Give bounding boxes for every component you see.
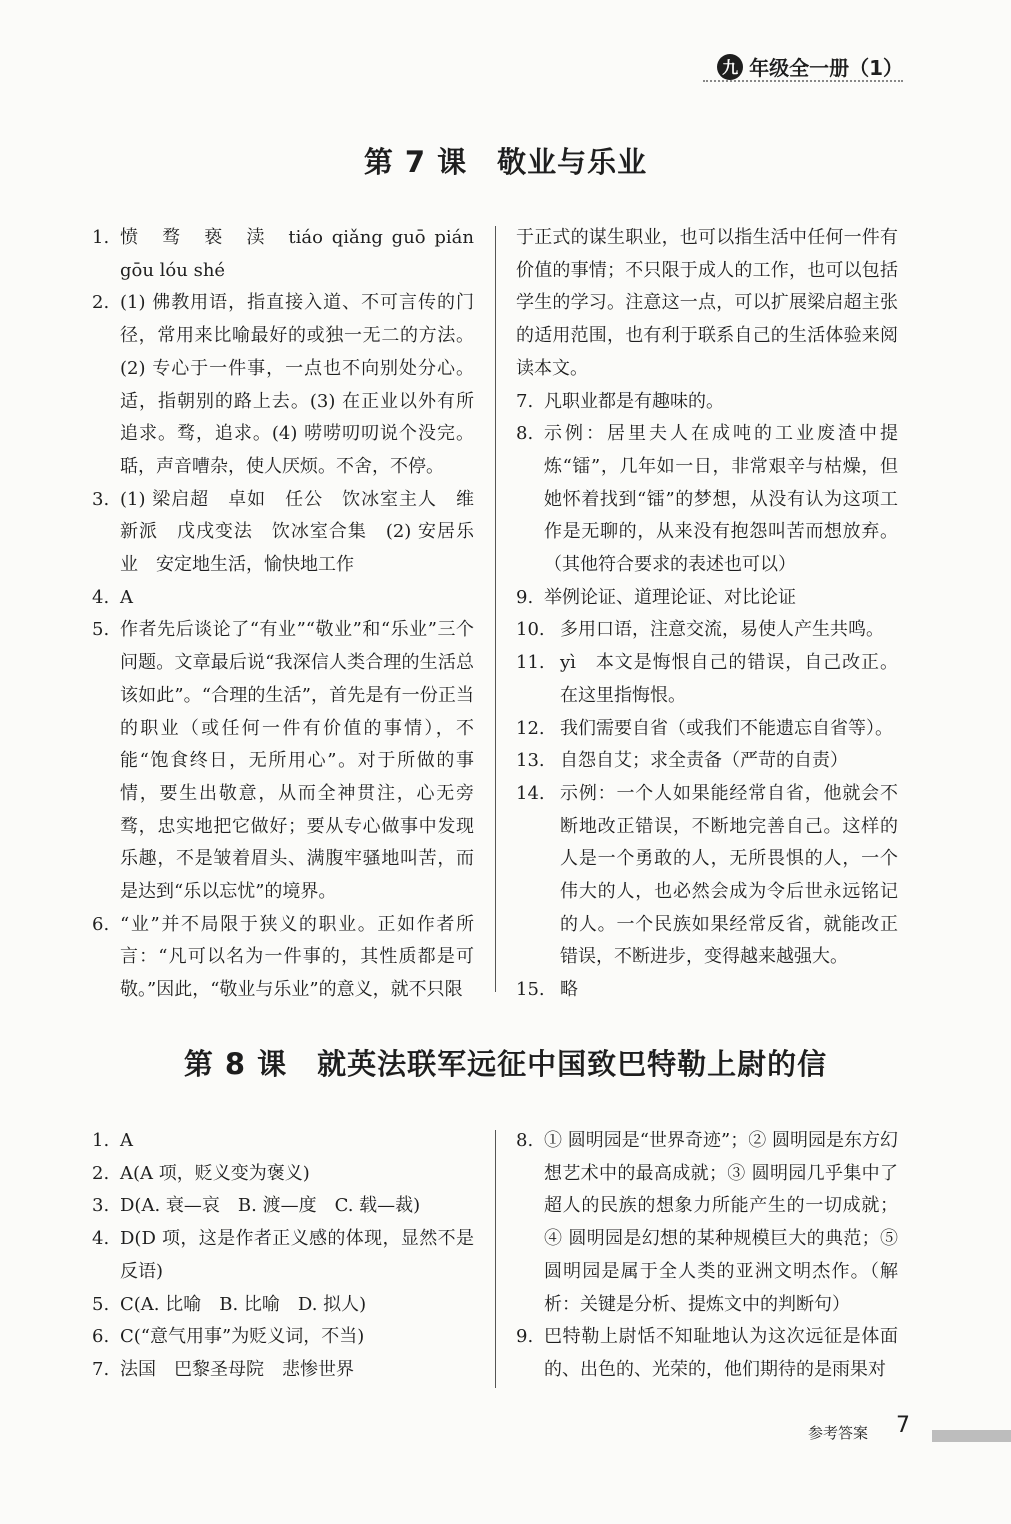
- answer-text: 巴特勒上尉恬不知耻地认为这次远征是体面的、出色的、光荣的，他们期待的是雨果对: [544, 1326, 898, 1380]
- column-divider: [495, 226, 496, 992]
- answer-number: 7.: [92, 1358, 110, 1380]
- lesson8-title: 第 8 课 就英法联军远征中国致巴特勒上尉的信: [183, 1047, 828, 1081]
- answer-number: 4.: [92, 1228, 110, 1250]
- answer-item: [516, 745, 898, 778]
- lesson7-left-column: [92, 222, 474, 1007]
- lesson7-right-column: [516, 222, 898, 1007]
- answer-number: 1.: [92, 1130, 110, 1151]
- answer-number: 1.: [92, 227, 110, 248]
- answer-item: [516, 1321, 898, 1386]
- answer-text: D(D 项，这是作者正义感的体现，显然不是反语): [120, 1228, 474, 1282]
- answer-text: ① 圆明园是“世界奇迹”；② 圆明园是东方幻想艺术中的最高成就；③ 圆明园几乎集中了超人的民族的想象力所能产生的一切成就；④ 圆明园是幻想的某种规模巨大的典范；⑤ 圆明园是属于全人类的亚洲文明杰作。（解析：关键是分析、提炼文中的判断句）: [544, 1130, 898, 1315]
- answer-item: [516, 582, 898, 615]
- answer-number: 7.: [516, 390, 534, 412]
- answer-text: 举例论证、道理论证、对比论证: [544, 586, 796, 608]
- answer-item: [92, 909, 474, 1007]
- answer-item: [516, 418, 898, 582]
- answer-number: 3.: [92, 488, 110, 510]
- answer-item: [516, 713, 898, 746]
- answer-number: 2.: [92, 292, 110, 314]
- answer-text: 愤 骛 亵 渎 tiáo qiǎng guō pián gōu lóu shé: [120, 227, 474, 281]
- answer-text: 示例：一个人如果能经常自省，他就会不断地改正错误，不断地完善自己。这样的人是一个勇敢的人，无所畏惧的人，一个伟大的人，也必然会成为令后世永远铭记的人。一个民族如果经常反省，就能改正错误，不断进步，变得越来越强大。: [560, 782, 898, 968]
- answer-text: D(A. 衰—哀 B. 渡—度 C. 载—裁): [120, 1195, 421, 1217]
- answer-text: A: [120, 1130, 133, 1151]
- answer-number: 6.: [92, 1326, 110, 1348]
- answer-number: 13.: [516, 750, 545, 772]
- answer-number: 9.: [516, 586, 534, 608]
- answer-item: [516, 974, 898, 1007]
- book-label: 年级全一册（1）: [749, 56, 903, 80]
- page-header: [717, 52, 903, 81]
- answer-text: A: [120, 586, 133, 608]
- answer-number: 5.: [92, 1293, 110, 1315]
- answer-item: [92, 1289, 474, 1322]
- answer-number: 8.: [516, 423, 534, 445]
- header-rule: [703, 80, 903, 82]
- answer-text: 示例：居里夫人在成吨的工业废渣中提炼“镭”，几年如一日，非常艰辛与枯燥，但她怀着找到“镭”的梦想，从没有认为这项工作是无聊的，从来没有抱怨叫苦而想放弃。（其他符合要求的表述也可以）: [544, 423, 898, 576]
- answer-item: [516, 778, 898, 974]
- answer-number: 10.: [516, 619, 545, 641]
- answer-item: [92, 222, 474, 287]
- answer-number: 14.: [516, 782, 545, 804]
- answer-number: 8.: [516, 1130, 534, 1151]
- answer-text: yì 本文是悔恨自己的错误，自己改正。在这里指悔恨。: [560, 652, 898, 706]
- answer-text: 自怨自艾；求全责备（严苛的自责）: [560, 750, 848, 772]
- answer-item: [516, 614, 898, 647]
- footer-label: 参考答案: [808, 1424, 869, 1442]
- answer-number: 11.: [516, 652, 545, 674]
- answer-item: [516, 222, 898, 386]
- answer-text: (1) 佛教用语，指直接入道、不可言传的门径，常用来比喻最好的或独一无二的方法。(2) 专心于一件事，一点也不向别处分心。适，指朝别的路上去。(3) 在正业以外有所追求。骛，追求。(4) 唠唠叨叨说个没完。聒，声音嘈杂，使人厌烦。不舍，不停。: [120, 292, 474, 477]
- answer-number: 6.: [92, 913, 110, 935]
- answer-text: C(“意气用事”为贬义词，不当): [120, 1326, 365, 1348]
- answer-text: “业”并不局限于狭义的职业。正如作者所言：“凡可以名为一件事的，其性质都是可敬。”因此，“敬业与乐业”的意义，就不只限: [120, 913, 474, 1001]
- answer-text: 作者先后谈论了“有业”“敬业”和“乐业”三个问题。文章最后说“我深信人类合理的生活总该如此”。“合理的生活”，首先是有一份正当的职业（或任何一件有价值的事情），不能“饱食终日，无所用心”。对于所做的事情，要生出敬意，从而全神贯注，心无旁骛，忠实地把它做好；要从专心做事中发现乐趣，不是皱着眉头、满腹牢骚地叫苦，而是达到“乐以忘忧”的境界。: [120, 619, 474, 903]
- answer-item: [92, 1354, 474, 1387]
- page-number: 7: [896, 1413, 910, 1438]
- answer-number: 15.: [516, 979, 545, 1001]
- answer-number: 5.: [92, 619, 110, 641]
- answer-item: [92, 1158, 474, 1191]
- answer-number: 12.: [516, 717, 545, 739]
- answer-text: 略: [560, 979, 578, 1001]
- answer-text: (1) 梁启超 卓如 任公 饮冰室主人 维新派 戊戌变法 饮冰室合集 (2) 安居乐业 安定地生活，愉快地工作: [120, 488, 474, 576]
- lesson8-right-column: [516, 1125, 898, 1387]
- footer-bar: [932, 1430, 1011, 1442]
- answer-item: [92, 484, 474, 582]
- answer-text: 多用口语，注意交流，易使人产生共鸣。: [560, 619, 884, 641]
- lesson8-left-column: [92, 1125, 474, 1387]
- answer-text: 凡职业都是有趣味的。: [544, 390, 724, 412]
- column-divider: [495, 1130, 496, 1388]
- answer-item: [92, 1321, 474, 1354]
- answer-number: 3.: [92, 1195, 110, 1217]
- answer-text: 于正式的谋生职业，也可以指生活中任何一件有价值的事情；不只限于成人的工作，也可以包括学生的学习。注意这一点，可以扩展梁启超主张的适用范围，也有利于联系自己的生活体验来阅读本文。: [516, 227, 898, 379]
- answer-item: [516, 386, 898, 419]
- answer-item: [516, 647, 898, 712]
- answer-item: [92, 287, 474, 483]
- answer-text: 法国 巴黎圣母院 悲惨世界: [120, 1358, 354, 1380]
- answer-number: 9.: [516, 1326, 534, 1348]
- answer-item: [92, 582, 474, 615]
- grade-badge: 九: [717, 54, 743, 80]
- answer-number: 2.: [92, 1162, 110, 1184]
- answer-item: [516, 1125, 898, 1321]
- lesson7-title: 第 7 课 敬业与乐业: [363, 145, 648, 179]
- answer-text: A(A 项，贬义变为褒义): [120, 1162, 310, 1184]
- answer-item: [92, 614, 474, 908]
- answer-item: [92, 1223, 474, 1288]
- answer-item: [92, 1190, 474, 1223]
- answer-text: 我们需要自省（或我们不能遗忘自省等）。: [560, 717, 893, 739]
- answer-item: [92, 1125, 474, 1158]
- answer-text: C(A. 比喻 B. 比喻 D. 拟人): [120, 1293, 367, 1315]
- answer-number: 4.: [92, 586, 110, 608]
